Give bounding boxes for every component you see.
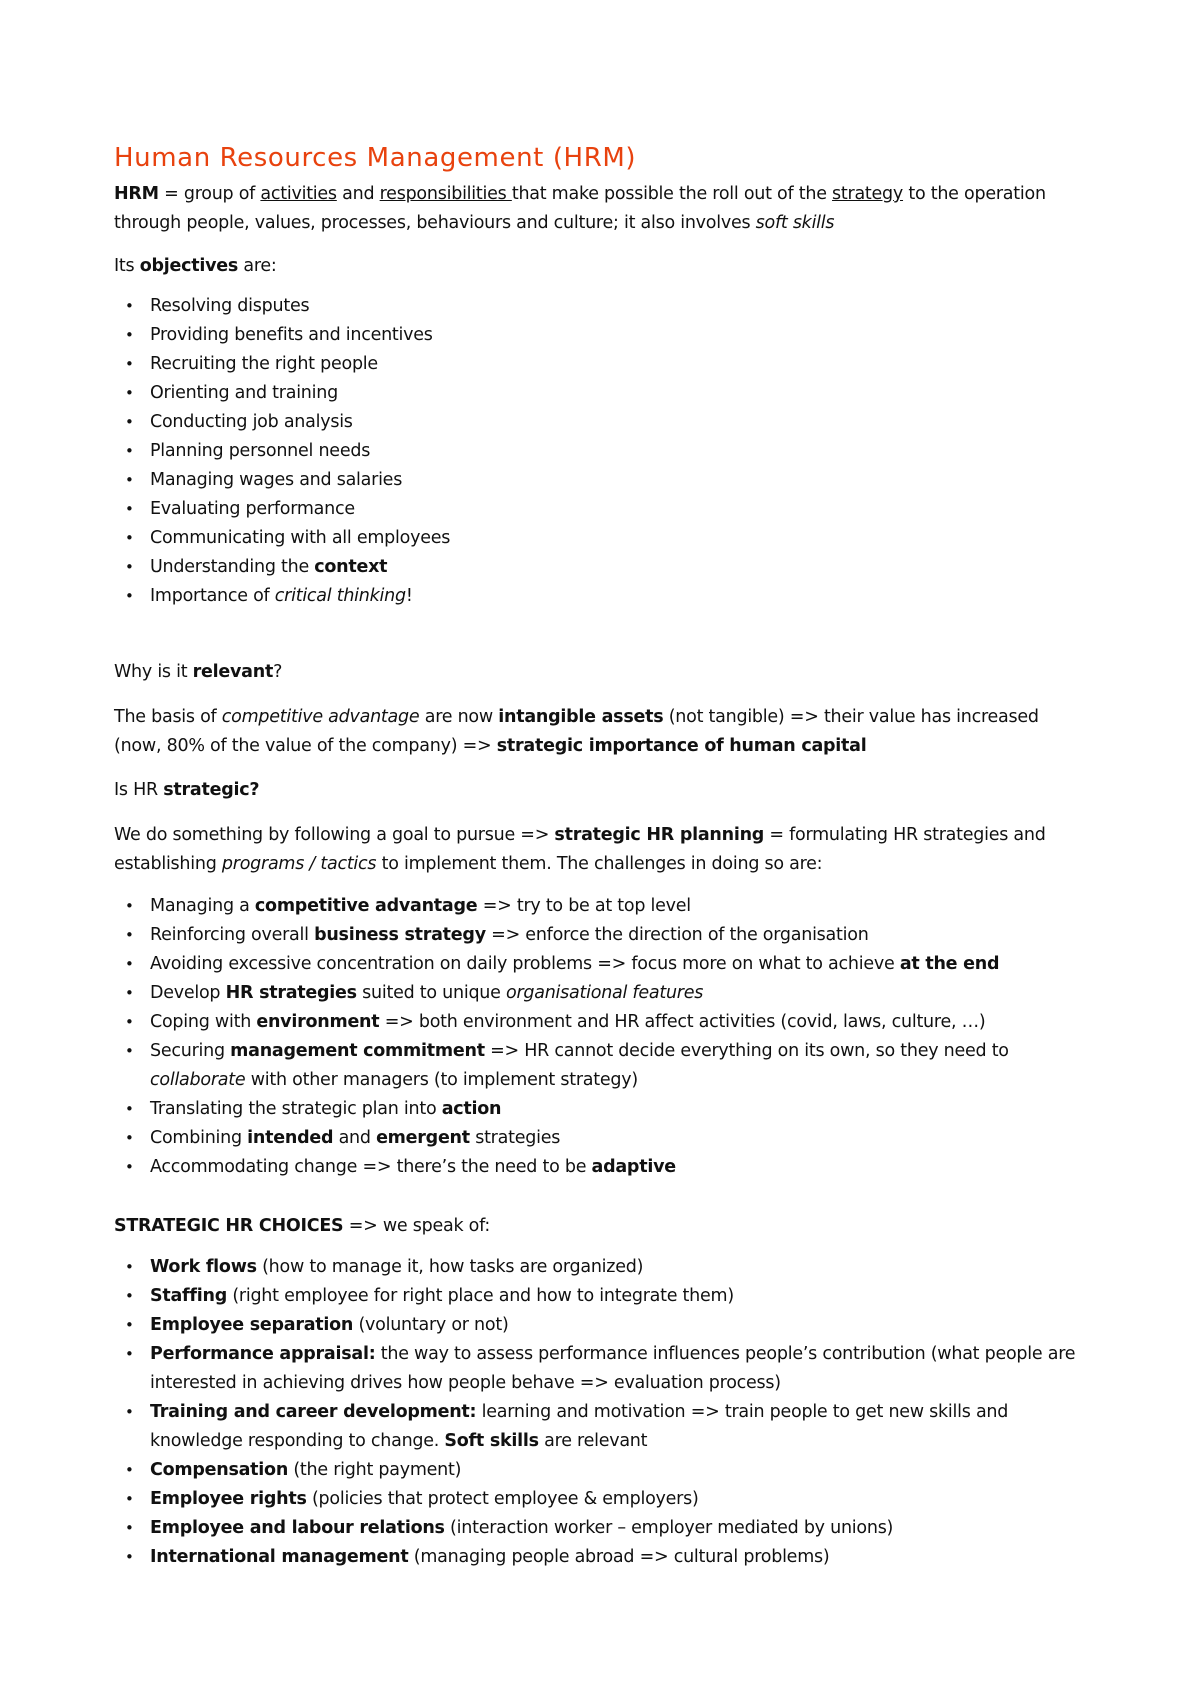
bullet-icon: • (125, 955, 134, 973)
list-item: • Recruiting the right people (0, 350, 1080, 379)
list-item: • Employee rights (policies that protect employee & employers) (0, 1485, 1080, 1514)
bullet-icon: • (125, 984, 134, 1002)
list-item: • Accommodating change => there’s the need to be adaptive (0, 1153, 1080, 1182)
list-item: • Importance of critical thinking! (0, 582, 1080, 611)
challenges-list (0, 892, 1200, 1182)
bullet-icon: • (125, 1042, 134, 1060)
list-item: • Orienting and training (0, 379, 1080, 408)
bullet-icon: • (125, 355, 134, 373)
list-item: • Conducting job analysis (0, 408, 1080, 437)
list-item: • Managing wages and salaries (0, 466, 1080, 495)
list-item: • Develop HR strategies suited to unique organisational features (0, 979, 1080, 1008)
list-item: • Understanding the context (0, 553, 1080, 582)
bullet-icon: • (125, 587, 134, 605)
list-item: • Translating the strategic plan into action (0, 1095, 1080, 1124)
bullet-icon: • (125, 1548, 134, 1566)
list-item: • Providing benefits and incentives (0, 321, 1080, 350)
bullet-icon: • (125, 471, 134, 489)
list-item: • Reinforcing overall business strategy => enforce the direction of the organisation (0, 921, 1080, 950)
list-item: • Securing management commitment => HR cannot decide everything on its own, so they need to collaborate with other managers (to implement strategy) (0, 1037, 1080, 1095)
bullet-icon: • (125, 926, 134, 944)
list-item: • Communicating with all employees (0, 524, 1080, 553)
bullet-icon: • (125, 413, 134, 431)
list-item: • Coping with environment => both environment and HR affect activities (covid, laws, culture, …) (0, 1008, 1080, 1037)
bullet-icon: • (125, 442, 134, 460)
list-item: • Performance appraisal: the way to assess performance influences people’s contribution (what people are interested in achieving drives how people behave => evaluation process) (0, 1340, 1080, 1398)
bullet-icon: • (125, 297, 134, 315)
objectives-list (0, 292, 1200, 611)
list-item: • Resolving disputes (0, 292, 1080, 321)
list-item: • International management (managing people abroad => cultural problems) (0, 1543, 1080, 1572)
list-item: • Staffing (right employee for right place and how to integrate them) (0, 1282, 1080, 1311)
list-item: • Compensation (the right payment) (0, 1456, 1080, 1485)
document-title: Human Resources Management (HRM) (114, 143, 637, 173)
bullet-icon: • (125, 1519, 134, 1537)
bullet-icon: • (125, 1461, 134, 1479)
bullet-icon: • (125, 1258, 134, 1276)
bullet-icon: • (125, 1158, 134, 1176)
bullet-icon: • (125, 1490, 134, 1508)
list-item: • Training and career development: learning and motivation => train people to get new skills and knowledge responding to change. Soft skills are relevant (0, 1398, 1080, 1456)
bullet-icon: • (125, 326, 134, 344)
objectives-heading: Its objectives are: (114, 256, 277, 276)
strategic-paragraph: We do something by following a goal to pursue => strategic HR planning = formulating HR strategies and establishing programs / tactics to implement them. The challenges in doing so are: (114, 825, 1046, 874)
bullet-icon: • (125, 1316, 134, 1334)
choices-list (0, 1253, 1200, 1572)
bullet-icon: • (125, 1345, 134, 1363)
bullet-icon: • (125, 500, 134, 518)
list-item: • Avoiding excessive concentration on daily problems => focus more on what to achieve at the end (0, 950, 1080, 979)
list-item: • Evaluating performance (0, 495, 1080, 524)
list-item: • Employee separation (voluntary or not) (0, 1311, 1080, 1340)
strategic-heading: Is HR strategic? (114, 780, 260, 800)
hrm-definition: HRM = group of activities and responsibilities that make possible the roll out of the strategy to the operation through people, values, processes, behaviours and culture; it also involves soft skills (114, 184, 1046, 233)
list-item: • Combining intended and emergent strategies (0, 1124, 1080, 1153)
relevance-heading: Why is it relevant? (114, 662, 283, 682)
list-item: • Work flows (how to manage it, how tasks are organized) (0, 1253, 1080, 1282)
bullet-icon: • (125, 1100, 134, 1118)
bullet-icon: • (125, 529, 134, 547)
choices-heading: STRATEGIC HR CHOICES => we speak of: (114, 1216, 491, 1236)
list-item: • Planning personnel needs (0, 437, 1080, 466)
list-item: • Employee and labour relations (interaction worker – employer mediated by unions) (0, 1514, 1080, 1543)
bullet-icon: • (125, 1129, 134, 1147)
bullet-icon: • (125, 1013, 134, 1031)
bullet-icon: • (125, 384, 134, 402)
relevance-paragraph: The basis of competitive advantage are now intangible assets (not tangible) => their value has increased (now, 80% of the value of the company) => strategic importance of human capital (114, 707, 1039, 756)
bullet-icon: • (125, 558, 134, 576)
list-item: • Managing a competitive advantage => try to be at top level (0, 892, 1080, 921)
bullet-icon: • (125, 897, 134, 915)
bullet-icon: • (125, 1287, 134, 1305)
bullet-icon: • (125, 1403, 134, 1421)
